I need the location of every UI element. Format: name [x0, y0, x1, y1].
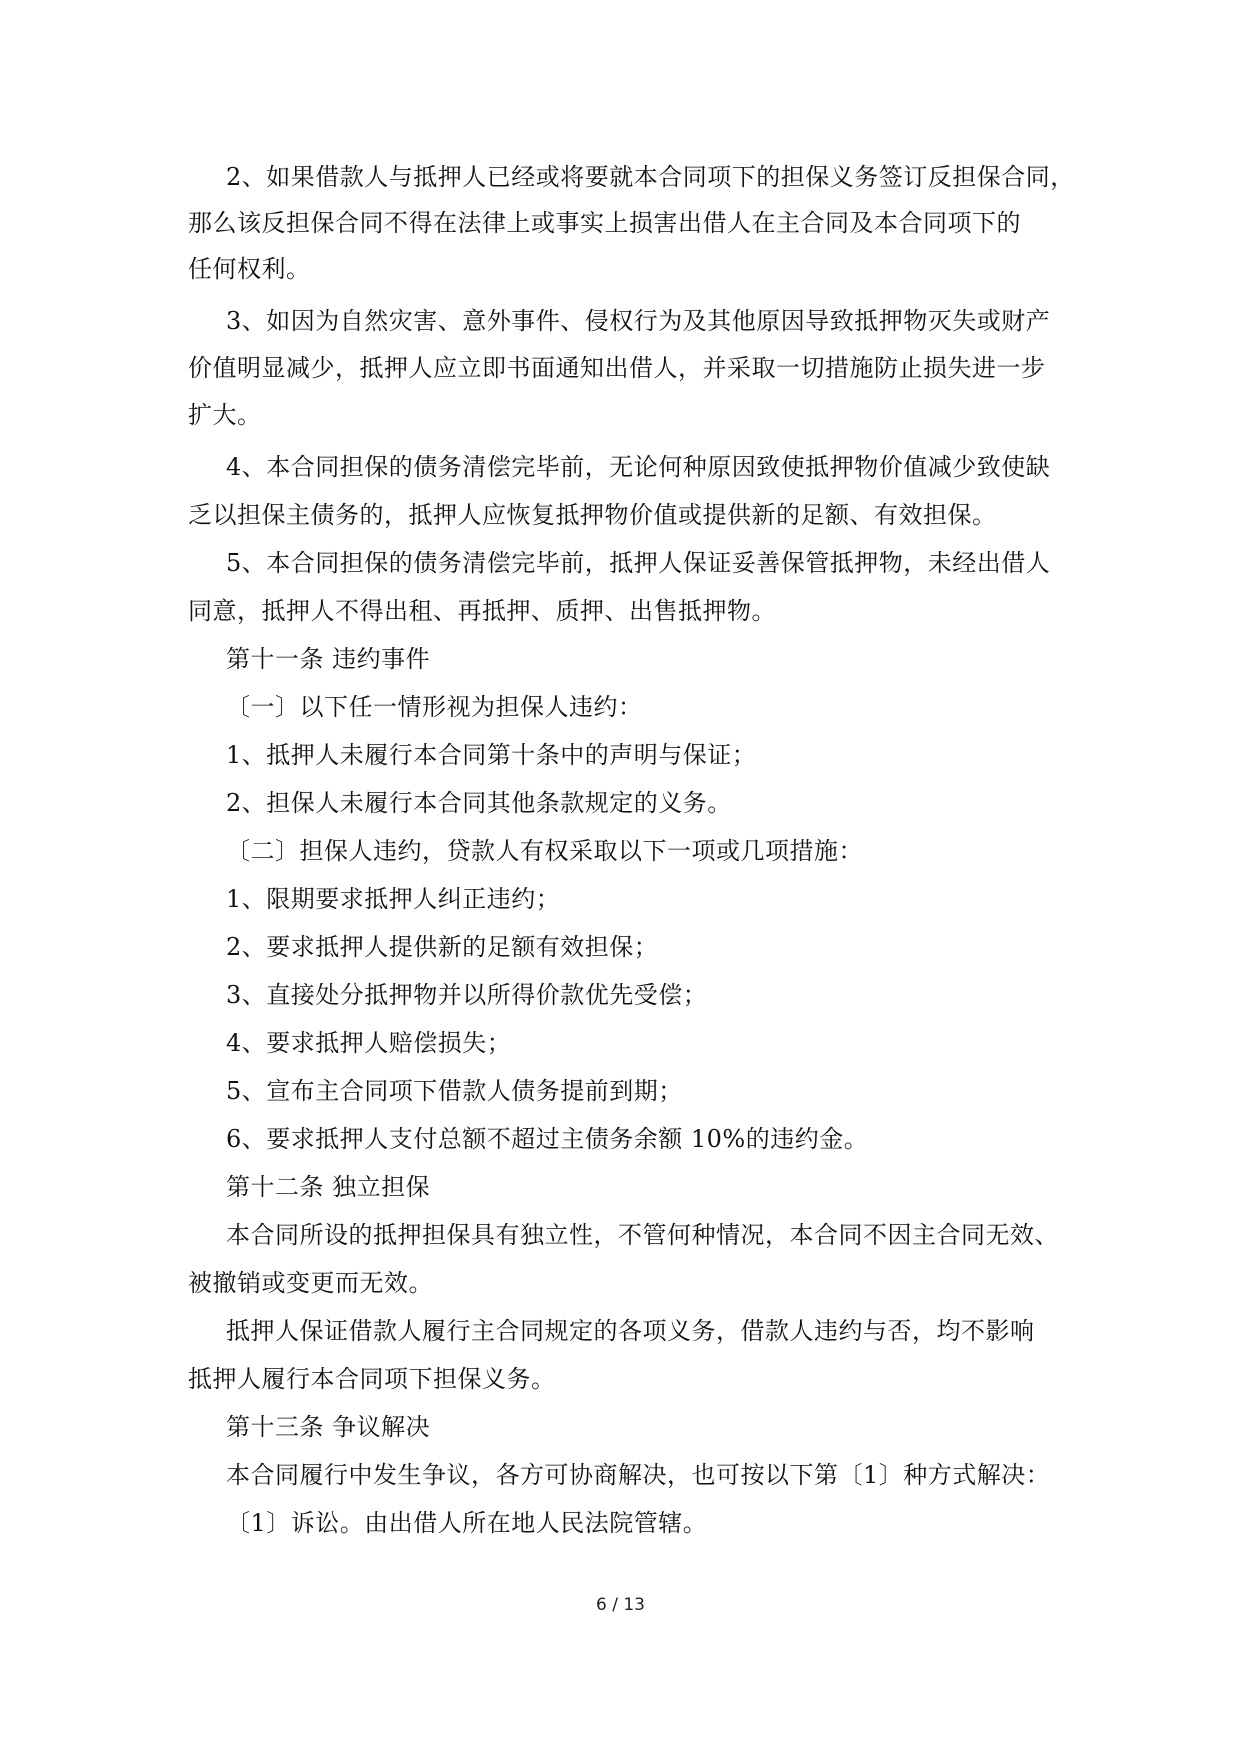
section-heading: 第十一条 违约事件 [226, 645, 431, 673]
paragraph-line: 本合同履行中发生争议，各方可协商解决，也可按以下第〔1〕种方式解决： [226, 1461, 1051, 1489]
paragraph-line: 扩大。 [188, 401, 262, 429]
list-item: 4、要求抵押人赔偿损失； [226, 1029, 512, 1057]
list-item: 2、担保人未履行本合同其他条款规定的义务。 [226, 789, 732, 817]
paragraph-line: 被撤销或变更而无效。 [188, 1269, 433, 1297]
paragraph-line: 抵押人保证借款人履行主合同规定的各项义务，借款人违约与否，均不影响 [226, 1317, 1035, 1345]
paragraph-line: 3、如因为自然灾害、意外事件、侵权行为及其他原因导致抵押物灭失或财产 [226, 307, 1051, 335]
list-item: 3、直接处分抵押物并以所得价款优先受偿； [226, 981, 708, 1009]
paragraph-line: 任何权利。 [188, 255, 311, 283]
paragraph-line: 〔一〕以下任一情形视为担保人违约： [226, 693, 643, 721]
paragraph-line: 乏以担保主债务的，抵押人应恢复抵押物价值或提供新的足额、有效担保。 [188, 501, 997, 529]
list-item: 1、限期要求抵押人纠正违约； [226, 885, 561, 913]
list-item: 1、抵押人未履行本合同第十条中的声明与保证； [226, 741, 757, 769]
page-number: 6 / 13 [596, 1595, 645, 1615]
paragraph-line: 4、本合同担保的债务清偿完毕前，无论何种原因致使抵押物价值减少致使缺 [226, 453, 1051, 481]
paragraph-line: 〔二〕担保人违约，贷款人有权采取以下一项或几项措施： [226, 837, 863, 865]
paragraph-line: 价值明显减少，抵押人应立即书面通知出借人，并采取一切措施防止损失进一步 [188, 354, 1046, 382]
list-item: 2、要求抵押人提供新的足额有效担保； [226, 933, 659, 961]
list-item: 6、要求抵押人支付总额不超过主债务余额 10%的违约金。 [226, 1125, 869, 1153]
paragraph-line: 本合同所设的抵押担保具有独立性，不管何种情况，本合同不因主合同无效、 [226, 1221, 1059, 1249]
paragraph-line: 2、如果借款人与抵押人已经或将要就本合同项下的担保义务签订反担保合同， [226, 163, 1075, 191]
paragraph-line: 那么该反担保合同不得在法律上或事实上损害出借人在主合同及本合同项下的 [188, 209, 1021, 237]
section-heading: 第十三条 争议解决 [226, 1413, 431, 1441]
paragraph-line: 抵押人履行本合同项下担保义务。 [188, 1365, 556, 1393]
paragraph-line: 5、本合同担保的债务清偿完毕前，抵押人保证妥善保管抵押物，未经出借人 [226, 549, 1051, 577]
paragraph-line: 〔1〕诉讼。由出借人所在地人民法院管辖。 [226, 1509, 708, 1537]
paragraph-line: 同意，抵押人不得出租、再抵押、质押、出售抵押物。 [188, 597, 776, 625]
list-item: 5、宣布主合同项下借款人债务提前到期； [226, 1077, 683, 1105]
section-heading: 第十二条 独立担保 [226, 1173, 431, 1201]
